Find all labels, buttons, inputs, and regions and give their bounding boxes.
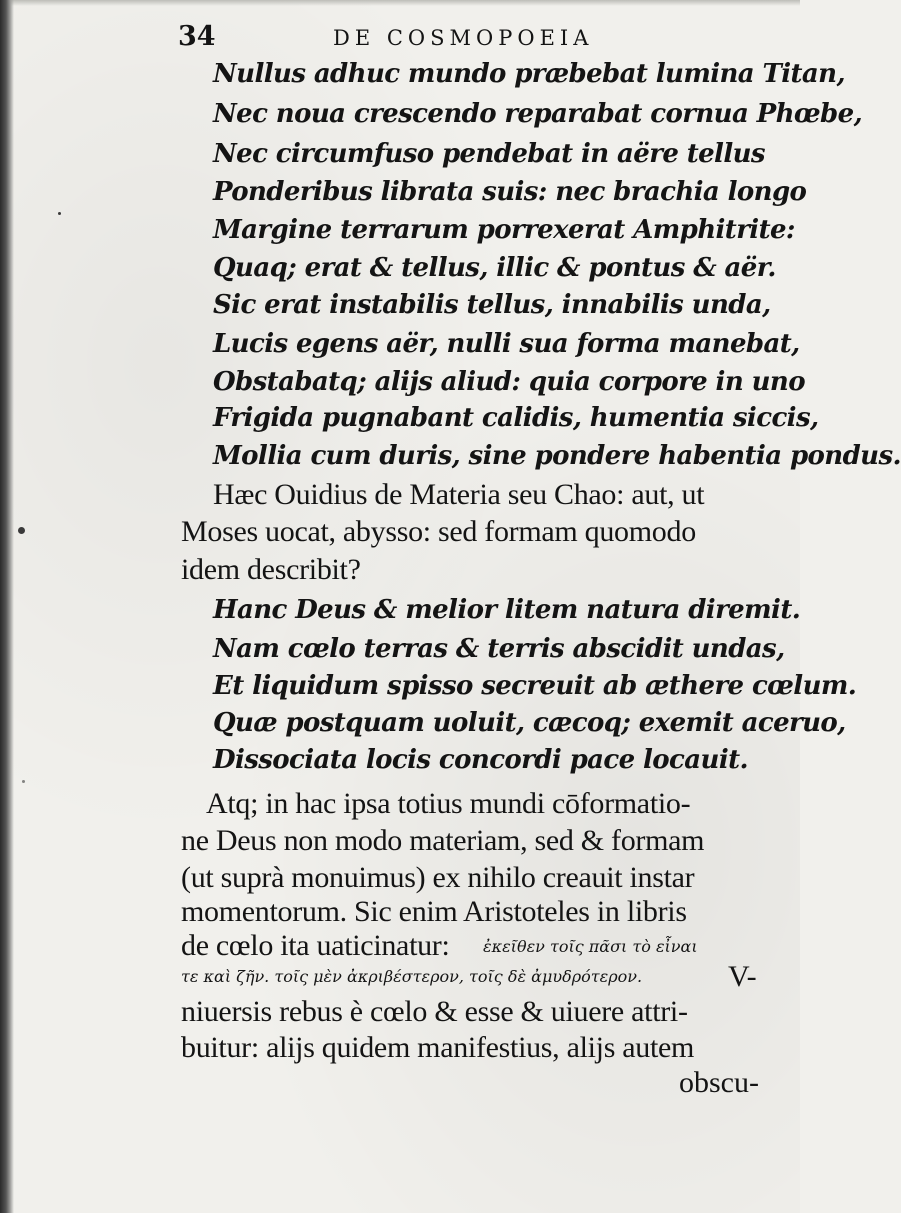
ink-speck (58, 212, 61, 215)
verse-line: Nullus adhuc mundo præbebat lumina Titan, (213, 59, 845, 89)
verse-line: Quæ postquam uoluit, cæcoq; exemit aceruo, (213, 708, 846, 738)
page-number: 34 (178, 21, 216, 52)
verse-line: Nec circumfuso pendebat in aëre tellus (213, 139, 765, 169)
page-gutter-shadow (0, 0, 14, 1213)
prose-line-start: V- (728, 960, 757, 993)
verse-line: Sic erat instabilis tellus, innabilis unda, (213, 290, 771, 320)
prose-line: Atq; in hac ipsa totius mundi cōformatio- (206, 787, 691, 820)
page-top-edge (0, 0, 800, 6)
verse-line: Quaq; erat & tellus, illic & pontus & aër. (213, 253, 776, 283)
verse-line: Obstabatq; alijs aliud: quia corpore in uno (213, 367, 805, 397)
verse-line: Et liquidum spisso secreuit ab æthere cœlum. (213, 671, 857, 701)
prose-line: de cœlo ita uaticinatur: (181, 929, 450, 962)
verse-line: Ponderibus librata suis: nec brachia longo (213, 177, 807, 207)
ink-speck (18, 527, 25, 534)
verse-line: Dissociata locis concordi pace locauit. (213, 745, 748, 775)
ink-speck (22, 780, 25, 783)
verse-line: Nec noua crescendo reparabat cornua Phœbe, (213, 99, 863, 129)
prose-line: niuersis rebus è cœlo & esse & uiuere attri- (181, 995, 688, 1028)
prose-line: momentorum. Sic enim Aristoteles in libris (181, 895, 687, 928)
greek-quote-part-1: ἐκεῖθεν τοῖς πᾶσι τὸ εἶναι (483, 937, 698, 956)
verse-line: Margine terrarum porrexerat Amphitrite: (213, 215, 795, 245)
running-head: DE COSMOPOEIA (333, 26, 594, 50)
page-header (178, 20, 778, 54)
verse-line: Nam cœlo terras & terris abscidit undas, (213, 634, 785, 664)
verse-line: Hanc Deus & melior litem natura diremit. (213, 595, 801, 625)
prose-line: (ut suprà monuimus) ex nihilo creauit instar (181, 861, 695, 894)
prose-line: Hæc Ouidius de Materia seu Chao: aut, ut (213, 478, 705, 511)
prose-line: ne Deus non modo materiam, sed & formam (181, 824, 705, 857)
greek-quote-part-2: τε καὶ ζῆν. τοῖς μὲν ἀκριβέστερον, τοῖς δὲ ἀμυδρότερον. (181, 967, 643, 986)
prose-line: Moses uocat, abysso: sed formam quomodo (181, 515, 696, 548)
verse-line: Frigida pugnabant calidis, humentia siccis, (213, 403, 819, 433)
prose-line: idem describit? (181, 553, 361, 586)
verse-line: Lucis egens aër, nulli sua forma manebat, (213, 329, 800, 359)
catchword: obscu- (679, 1066, 759, 1099)
prose-line: buitur: alijs quidem manifestius, alijs autem (181, 1031, 695, 1064)
verse-line: Mollia cum duris, sine pondere habentia pondus. (213, 441, 901, 471)
